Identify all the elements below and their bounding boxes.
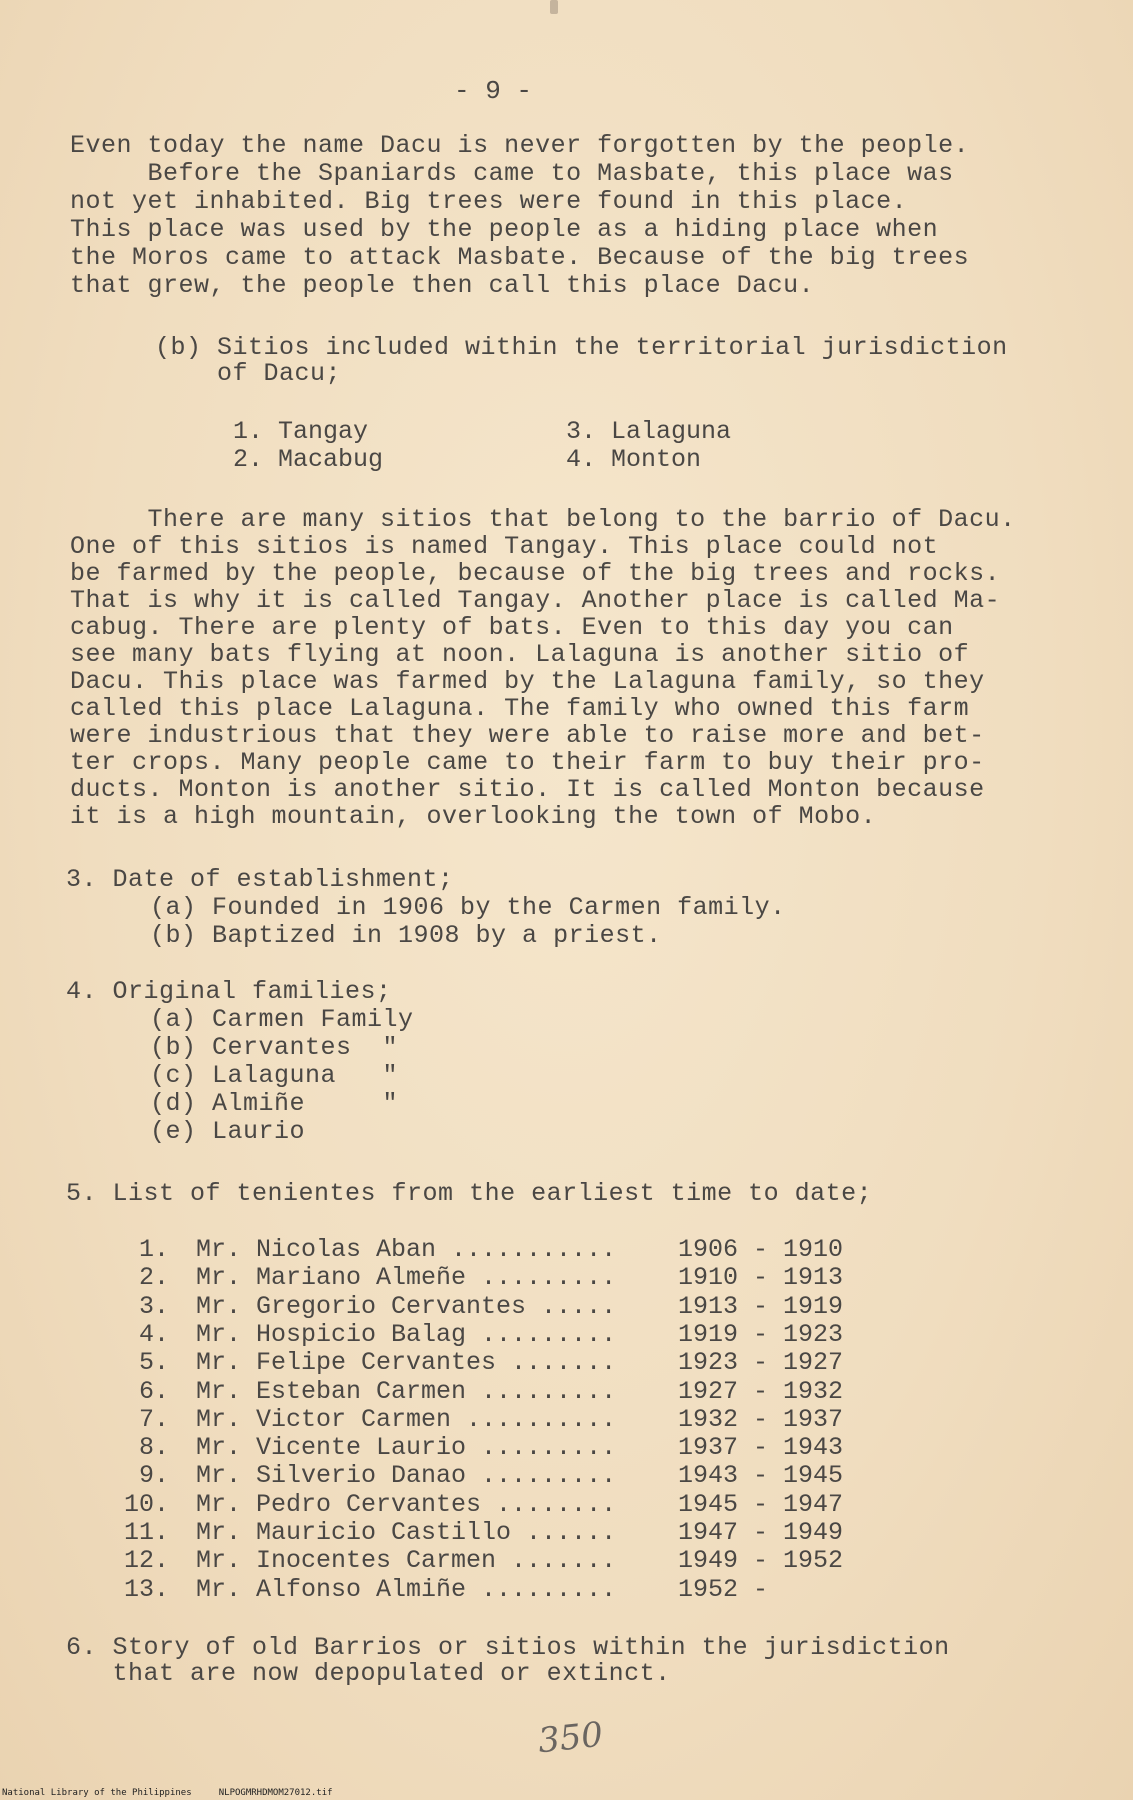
family-item: (c) Lalaguna ": [150, 1061, 399, 1090]
teniente-years: 1945 - 1947: [678, 1490, 844, 1519]
sitios-para-line: were industrious that they were able to raise more and bet-: [70, 721, 985, 750]
teniente-years: 1947 - 1949: [678, 1518, 844, 1547]
intro-line: Before the Spaniards came to Masbate, this place was: [70, 159, 954, 188]
teniente-name: Mr. Victor Carmen ..........: [196, 1405, 617, 1434]
sitios-para-line: One of this sitios is named Tangay. This place could not: [70, 532, 939, 561]
teniente-number: 11.: [124, 1518, 170, 1547]
teniente-number: 2.: [124, 1263, 170, 1292]
family-item: (b) Cervantes ": [150, 1033, 399, 1062]
teniente-number: 9.: [124, 1461, 170, 1490]
page-number: - 9 -: [454, 76, 533, 106]
sitios-para-line: see many bats flying at noon. Lalaguna is another sitio of: [70, 640, 970, 669]
sitio-item: 4. Monton: [566, 445, 702, 474]
sitios-heading: of Dacu;: [155, 359, 342, 388]
tenientes-heading: 5. List of tenientes from the earliest time to date;: [66, 1179, 873, 1208]
teniente-number: 7.: [124, 1405, 170, 1434]
intro-line: not yet inhabited. Big trees were found in this place.: [70, 187, 908, 216]
teniente-years: 1943 - 1945: [678, 1461, 844, 1490]
teniente-number: 3.: [124, 1292, 170, 1321]
teniente-years: 1949 - 1952: [678, 1546, 844, 1575]
family-item: (d) Almiñe ": [150, 1089, 399, 1118]
family-item: (a) Carmen Family: [150, 1005, 414, 1034]
teniente-number: 12.: [124, 1546, 170, 1575]
sitios-para-line: ter crops. Many people came to their farm to buy their pro-: [70, 748, 985, 777]
old-barrios-heading: 6. Story of old Barrios or sitios within the jurisdiction: [66, 1633, 950, 1662]
teniente-number: 6.: [124, 1377, 170, 1406]
intro-line: that grew, the people then call this place Dacu.: [70, 271, 815, 300]
teniente-name: Mr. Vicente Laurio .........: [196, 1433, 617, 1462]
sitios-para-line: ducts. Monton is another sitio. It is called Monton because: [70, 775, 985, 804]
establishment-heading: 3. Date of establishment;: [66, 865, 454, 894]
teniente-name: Mr. Gregorio Cervantes .....: [196, 1292, 617, 1321]
footer-source: National Library of the Philippines NLPOGMRHDMOM27012.tif: [2, 1788, 333, 1798]
teniente-number: 10.: [124, 1490, 170, 1519]
sitios-para-line: called this place Lalaguna. The family who owned this farm: [70, 694, 970, 723]
teniente-years: 1913 - 1919: [678, 1292, 844, 1321]
teniente-number: 5.: [124, 1348, 170, 1377]
teniente-years: 1932 - 1937: [678, 1405, 844, 1434]
teniente-number: 1.: [124, 1235, 170, 1264]
sitio-item: 1. Tangay: [233, 417, 369, 446]
sitio-item: 3. Lalaguna: [566, 417, 732, 446]
handwritten-page-number: 350: [536, 1714, 605, 1762]
sitios-para-line: There are many sitios that belong to the barrio of Dacu.: [70, 505, 1016, 534]
ink-mark: [550, 0, 558, 14]
teniente-number: 8.: [124, 1433, 170, 1462]
teniente-years: 1937 - 1943: [678, 1433, 844, 1462]
teniente-years: 1919 - 1923: [678, 1320, 844, 1349]
sitios-para-line: be farmed by the people, because of the big trees and rocks.: [70, 559, 1001, 588]
teniente-number: 13.: [124, 1575, 170, 1604]
intro-line: Even today the name Dacu is never forgotten by the people.: [70, 131, 970, 160]
teniente-name: Mr. Silverio Danao .........: [196, 1461, 617, 1490]
sitio-item: 2. Macabug: [233, 445, 384, 474]
sitios-para-line: Dacu. This place was farmed by the Lalaguna family, so they: [70, 667, 985, 696]
teniente-name: Mr. Mariano Almeñe .........: [196, 1263, 617, 1292]
teniente-name: Mr. Mauricio Castillo ......: [196, 1518, 617, 1547]
teniente-name: Mr. Nicolas Aban ...........: [196, 1235, 617, 1264]
families-heading: 4. Original families;: [66, 977, 392, 1006]
teniente-years: 1952 -: [678, 1575, 769, 1604]
intro-line: the Moros came to attack Masbate. Because of the big trees: [70, 243, 970, 272]
establishment-item: (b) Baptized in 1908 by a priest.: [150, 921, 662, 950]
teniente-name: Mr. Esteban Carmen .........: [196, 1377, 617, 1406]
teniente-years: 1927 - 1932: [678, 1377, 844, 1406]
sitios-para-line: it is a high mountain, overlooking the town of Mobo.: [70, 802, 877, 831]
teniente-name: Mr. Alfonso Almiñe .........: [196, 1575, 617, 1604]
sitios-para-line: That is why it is called Tangay. Another place is called Ma-: [70, 586, 1001, 615]
intro-line: This place was used by the people as a hiding place when: [70, 215, 939, 244]
teniente-years: 1923 - 1927: [678, 1348, 844, 1377]
teniente-name: Mr. Felipe Cervantes .......: [196, 1348, 617, 1377]
sitios-heading: (b) Sitios included within the territorial jurisdiction: [155, 333, 1008, 362]
establishment-item: (a) Founded in 1906 by the Carmen family.: [150, 893, 786, 922]
teniente-years: 1906 - 1910: [678, 1235, 844, 1264]
teniente-name: Mr. Hospicio Balag .........: [196, 1320, 617, 1349]
sitios-para-line: cabug. There are plenty of bats. Even to this day you can: [70, 613, 954, 642]
family-item: (e) Laurio: [150, 1117, 306, 1146]
teniente-years: 1910 - 1913: [678, 1263, 844, 1292]
teniente-name: Mr. Pedro Cervantes ........: [196, 1490, 617, 1519]
teniente-number: 4.: [124, 1320, 170, 1349]
old-barrios-heading: that are now depopulated or extinct.: [66, 1659, 671, 1688]
teniente-name: Mr. Inocentes Carmen .......: [196, 1546, 617, 1575]
